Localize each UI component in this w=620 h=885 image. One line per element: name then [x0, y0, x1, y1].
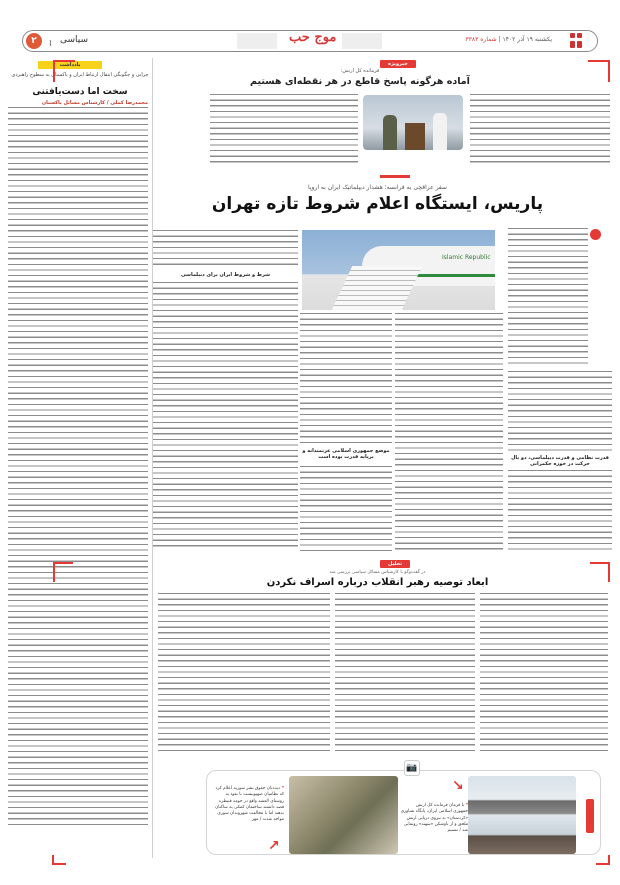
lead-article-col-mid-2 — [395, 313, 503, 553]
lead-subheading-3: موضع جمهوری اسلامی عزتمندانه و برپایه قدرت بوده است — [302, 448, 390, 460]
lead-article-col-left-2 — [153, 282, 298, 550]
issue-number: شماره ۳۳۸۳ — [465, 36, 497, 43]
top-article-body-2 — [210, 94, 358, 164]
page-number-badge: ۲ — [26, 33, 42, 49]
lead-article-col-right — [508, 228, 588, 368]
quote-icon: ❝ — [281, 786, 284, 791]
frame-corner — [596, 855, 610, 865]
logo-pattern-right — [342, 33, 382, 49]
note-kicker: چرایی و چگونگی انتقال ارتباط ایران و پاکستان به سطوح راهبردی — [11, 72, 149, 78]
top-article-tag: خبرویژه — [380, 60, 416, 68]
plane-label: Islamic Republic — [442, 254, 491, 261]
frame-corner — [588, 60, 610, 82]
lead-subheading-2: شرط و شروط ایران برای دیپلماسی — [180, 272, 271, 278]
note-tag: یادداشت — [38, 61, 102, 69]
logo — [237, 30, 382, 49]
frame-corner — [53, 60, 75, 82]
tahlil-col-3 — [158, 593, 330, 753]
lead-article-kicker: سفر عراقچی به فرانسه؛ هشدار دیپلماتیک ایران به اروپا — [308, 184, 447, 191]
camera-icon: 📷 — [404, 760, 420, 776]
top-article-body — [470, 94, 610, 164]
note-title: سخت اما دست‌یافتنی — [32, 87, 128, 97]
section-name: سیاسی — [60, 35, 89, 45]
quote-icon: ❝ — [465, 803, 468, 808]
accent-bar — [380, 175, 410, 178]
tahlil-col-1 — [480, 593, 608, 753]
tahlil-tag: تحلیل — [380, 560, 410, 568]
frame-corner — [52, 855, 66, 865]
arrow-icon: ↘ — [452, 778, 464, 794]
navy-ship-photo — [468, 776, 576, 854]
top-article-title: آماده هرگونه پاسخ قاطع در هر نقطه‌ای هستیم — [250, 76, 470, 87]
lead-article-col-mid — [300, 313, 392, 443]
lead-article-col-mid-3 — [300, 466, 392, 551]
lead-article-col-right-3 — [508, 470, 612, 550]
lead-article-title: پاریس، ایستگاه اعلام شروط تازه تهران — [211, 194, 544, 214]
top-article-kicker: فرمانده کل ارتش: — [340, 68, 380, 74]
arrow-icon: ↗ — [268, 838, 280, 854]
brand-icon — [570, 33, 584, 49]
photo-caption-1-text: با فرمان فرمانده کل ارتش جمهوری اسلامی ایران، پایگاه شناوری «کردستان» به نیروی دریایی ارتش ملحق و از ناوشکن «سهند» رونمایی شد / تسنیم — [400, 803, 468, 834]
date-line: یکشنبه ۱۹ آذر ۱۴۰۲ | شماره ۳۳۸۳ — [465, 36, 552, 43]
lead-article-col-right-2 — [508, 371, 612, 451]
frame-corner — [53, 562, 73, 582]
tahlil-kicker: در گفت‌وگو با کارشناس مسائل سیاسی بررسی شد — [329, 570, 426, 575]
tahlil-col-2 — [335, 593, 475, 753]
logo-pattern-left — [237, 33, 277, 49]
lead-article-col-left — [153, 230, 298, 266]
note-body — [8, 107, 148, 827]
top-article-photo — [363, 95, 463, 150]
lead-article-icon — [590, 229, 601, 240]
note-author: محمدرضا کملی / کارشناس مسائل پاکستان — [41, 100, 148, 106]
photo-caption-2 — [212, 786, 284, 824]
date-text: یکشنبه ۱۹ آذر ۱۴۰۲ — [502, 36, 552, 43]
tahlil-title: ابعاد توصیه رهبر انقلاب درباره اسراف نکردن — [266, 577, 489, 588]
photo-caption-1 — [400, 803, 468, 834]
soldiers-photo — [289, 776, 398, 854]
section-side-label: ⌇ — [46, 39, 55, 48]
plane-stairs — [332, 266, 423, 310]
photo-news-side-tag — [586, 799, 594, 833]
lead-subheading-1: قدرت نظامی و قدرت دیپلماسی، دو بال حرکت در حوزه حکمرانی — [511, 455, 609, 467]
logo-text: موج حب — [289, 30, 337, 45]
lead-article-photo — [302, 230, 495, 310]
photo-caption-2-text: دیده‌بان حقوق بشر سوریه اعلام کرد که نظامیان صهیونیست با نفوذ به روستای العشه واقع در حومه قنیطره قصد داشتند ساختمان کمکی به ساکنان بدهند اما با مخالفت شهروندان سوری مواجه شدند / مهر — [215, 786, 284, 823]
